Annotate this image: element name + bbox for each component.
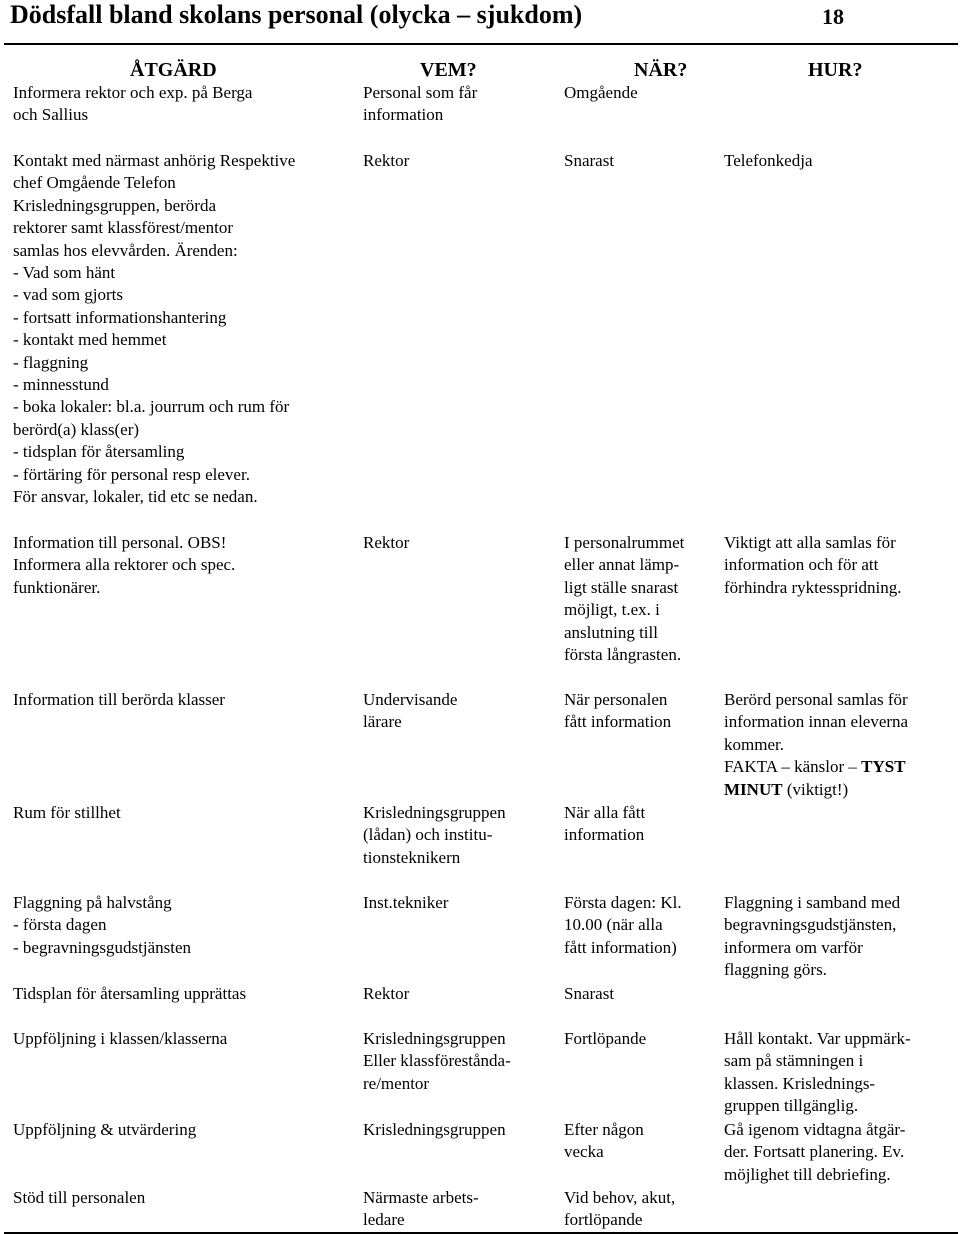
row-3-how: Viktigt att alla samlas för information och för att förhindra ryktesspridning.: [724, 533, 902, 597]
page-title: Dödsfall bland skolans personal (olycka – sjukdom): [10, 0, 583, 29]
row-9-when: Efter någon vecka: [564, 1120, 644, 1162]
column-header-when: NÄR?: [634, 59, 688, 81]
row-4-fakta-suffix: (viktigt!): [782, 779, 849, 799]
row-8-when: Fortlöpande: [564, 1029, 647, 1048]
row-10-when: Vid behov, akut, fortlöpande: [564, 1188, 676, 1230]
row-3-when: I personalrummet eller annat lämp- ligt ställe snarast möjligt, t.ex. i anslutning till första långrasten.: [564, 533, 685, 665]
row-7-who: Rektor: [363, 984, 410, 1003]
row-1-who: Personal som får information: [363, 83, 478, 125]
row-3-action: Information till personal. OBS! Informera alla rektorer och spec. funktionärer.: [13, 533, 236, 597]
page-number: 18: [822, 4, 844, 29]
row-9-who: Krisledningsgruppen: [363, 1120, 506, 1139]
row-3-who: Rektor: [363, 533, 410, 552]
row-2-how: Telefonkedja: [724, 151, 813, 170]
row-7-action: Tidsplan för återsamling upprättas: [13, 984, 247, 1003]
row-2-action: Kontakt med närmast anhörig Respektive chef Omgående Telefon Krisledningsgruppen, berörda rektorer samt klassförest/mentor samlas hos elevvården. Ärenden: - Vad som hänt - vad som gjorts - fortsatt informationshantering - kontakt med hemmet - flaggning - minnesstund - boka lokaler: bl.a. jourrum och rum för berörd(a) klass(er) - tidsplan för återsamling - förtäring för personal resp elever. För ansvar, lokaler, tid etc se nedan.: [13, 151, 296, 507]
row-1-action: Informera rektor och exp. på Berga och Sallius: [13, 83, 253, 125]
column-header-action: ÅTGÄRD: [130, 59, 217, 81]
row-8-who: Krisledningsgruppen Eller klassförestånda- re/mentor: [363, 1029, 511, 1093]
column-header-how: HUR?: [808, 59, 863, 81]
row-6-when: Första dagen: Kl. 10.00 (när alla fått information): [564, 893, 682, 957]
row-6-action: Flaggning på halvstång - första dagen - begravningsgudstjänsten: [13, 893, 191, 957]
column-header-who: VEM?: [420, 59, 477, 81]
row-9-how: Gå igenom vidtagna åtgär- der. Fortsatt planering. Ev. möjlighet till debriefing.: [724, 1120, 906, 1184]
row-4-tyst-minut: TYST MINUT: [724, 757, 906, 799]
row-8-how: Håll kontakt. Var uppmärk- sam på stämningen i klassen. Krislednings- gruppen tillgänglig.: [724, 1029, 911, 1116]
row-6-who: Inst.tekniker: [363, 893, 449, 912]
row-4-when: När personalen fått information: [564, 690, 672, 732]
row-2-when: Snarast: [564, 151, 615, 170]
row-5-when: När alla fått information: [564, 803, 646, 845]
row-9-action: Uppföljning & utvärdering: [13, 1120, 197, 1139]
row-10-action: Stöd till personalen: [13, 1188, 146, 1207]
row-4-how-text: Berörd personal samlas för information innan eleverna kommer.: [724, 690, 909, 754]
row-10-who: Närmaste arbets- ledare: [363, 1188, 479, 1230]
row-4-action: Information till berörda klasser: [13, 690, 225, 709]
row-1-when: Omgående: [564, 83, 638, 102]
row-2-who: Rektor: [363, 151, 410, 170]
row-4-fakta-prefix: FAKTA – känslor –: [724, 757, 862, 777]
row-4-who: Undervisande lärare: [363, 690, 458, 732]
row-5-action: Rum för stillhet: [13, 803, 121, 822]
row-8-action: Uppföljning i klassen/klasserna: [13, 1029, 228, 1048]
row-6-how: Flaggning i samband med begravningsgudstjänsten, informera om varför flaggning görs.: [724, 893, 901, 980]
row-5-who: Krisledningsgruppen (lådan) och institu- tionsteknikern: [363, 803, 506, 867]
header-top-rule: [4, 43, 958, 45]
row-4-how: [724, 689, 956, 801]
row-7-when: Snarast: [564, 984, 615, 1003]
